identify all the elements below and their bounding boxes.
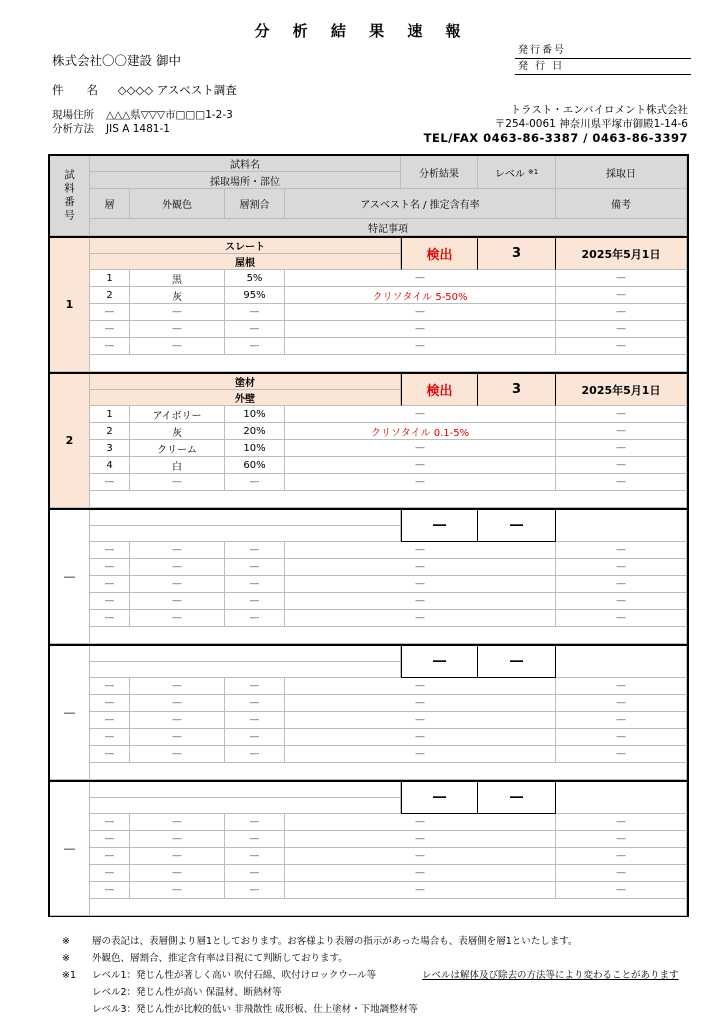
layer-asbestos: ― [285,457,556,474]
footnote-text: レベル3：発じん性が比較的低い 非飛散性 成形板、仕上塗材・下地調整材等 [92,1004,418,1015]
layer-asbestos: ― [285,695,556,712]
client-name: 株式会社〇〇建設 御中 [52,53,181,68]
layer-remarks: ― [556,287,687,304]
layer-asbestos: ― [285,831,556,848]
layer-number: ― [90,304,130,321]
layer-asbestos: クリソタイル 5-50% [285,287,556,304]
sample-date [556,646,687,678]
layer-ratio: 10% [225,406,285,423]
footnote-text: 外観色、層割合、推定含有率は目視にて判断しております。 [92,953,348,964]
layer-ratio: 95% [225,287,285,304]
sample-number: ― [50,782,90,916]
layer-ratio: ― [225,338,285,355]
layer-asbestos: ― [285,321,556,338]
layer-number: 1 [90,270,130,287]
sample-number: 1 [50,238,90,372]
header-level: レベル ※1 [478,156,556,189]
sample-number: ― [50,646,90,780]
sample-level: ― [478,782,556,814]
sample-location [90,662,401,678]
layer-asbestos: ― [285,576,556,593]
sample-name [90,646,401,662]
footnote-mark: ※1 [62,970,77,981]
layer-ratio: ― [225,593,285,610]
layer-color: ― [130,729,225,746]
sample-name [90,782,401,798]
layer-color: 灰 [130,287,225,304]
layer-color: ― [130,559,225,576]
company-info [424,103,688,145]
footnote-row [62,933,577,950]
layer-color: ― [130,712,225,729]
layer-remarks: ― [556,814,687,831]
layer-asbestos: ― [285,559,556,576]
layer-color: ― [130,814,225,831]
layer-ratio: ― [225,882,285,899]
layer-number: ― [90,678,130,695]
layer-asbestos: ― [285,270,556,287]
layer-ratio: 10% [225,440,285,457]
layer-number: ― [90,321,130,338]
issue-number-label: 発行番号 [515,43,691,59]
footnotes [62,933,679,1018]
layer-asbestos: ― [285,474,556,491]
footnote-text: 層の表記は、表層側より層1としております。お客様より表層の指示があった場合も、表層側を層1といたします。 [92,936,578,947]
layer-color: ― [130,474,225,491]
layer-asbestos: ― [285,610,556,627]
layer-asbestos: ― [285,865,556,882]
sample-level: ― [478,646,556,678]
layer-asbestos: ― [285,746,556,763]
layer-color: ― [130,593,225,610]
layer-asbestos: ― [285,406,556,423]
layer-number: ― [90,848,130,865]
layer-number: 2 [90,287,130,304]
layer-asbestos: ― [285,712,556,729]
layer-ratio: 60% [225,457,285,474]
sample-number: ― [50,510,90,644]
sample-date: 2025年5月1日 [556,238,687,270]
layer-color: ― [130,831,225,848]
layer-number: ― [90,610,130,627]
sample-date [556,510,687,542]
layer-number: ― [90,882,130,899]
page-title: 分 析 結 果 速 報 [254,22,470,40]
layer-asbestos: ― [285,848,556,865]
issue-date-label: 発 行 日 [515,59,691,75]
sample-date [556,782,687,814]
special-notes-row [90,899,687,916]
footnote-mark: ※ [62,953,70,964]
layer-asbestos: ― [285,729,556,746]
company-name: トラスト・エンバイロメント株式会社 [510,104,688,116]
special-notes-row [90,627,687,644]
layer-remarks: ― [556,542,687,559]
layer-number: ― [90,559,130,576]
layer-remarks: ― [556,865,687,882]
layer-asbestos: ― [285,593,556,610]
layer-asbestos: ― [285,814,556,831]
layer-ratio: ― [225,576,285,593]
layer-number: ― [90,712,130,729]
sample-result: 検出 [401,374,478,406]
layer-ratio: ― [225,746,285,763]
layer-color: ― [130,542,225,559]
sample-level: 3 [478,238,556,270]
layer-remarks: ― [556,576,687,593]
sample-name: 塗材 [90,374,401,390]
layer-number: ― [90,814,130,831]
layer-ratio: 5% [225,270,285,287]
layer-color: ― [130,678,225,695]
layer-color: アイボリー [130,406,225,423]
layer-color: クリーム [130,440,225,457]
special-notes-row [90,763,687,780]
subject-label: 件 名 [52,83,98,97]
sample-level: 3 [478,374,556,406]
layer-remarks: ― [556,406,687,423]
subject-line [52,82,237,98]
layer-remarks: ― [556,848,687,865]
layer-remarks: ― [556,712,687,729]
layer-remarks: ― [556,457,687,474]
layer-number: ― [90,593,130,610]
subject-value: ◇◇◇◇ アスベスト調査 [117,83,237,97]
layer-number: 2 [90,423,130,440]
layer-color: ― [130,610,225,627]
layer-asbestos: ― [285,678,556,695]
layer-number: 1 [90,406,130,423]
sample-result: 検出 [401,238,478,270]
method-value: JIS A 1481-1 [106,123,170,135]
sample-result: ― [401,510,478,542]
layer-ratio: ― [225,610,285,627]
layer-ratio: ― [225,542,285,559]
footnote-text: レベル1：発じん性が著しく高い 吹付石綿、吹付けロックウール等 [92,970,377,981]
sample-name [90,510,401,526]
special-notes-row [90,491,687,508]
layer-remarks: ― [556,338,687,355]
footnote-text: レベル2：発じん性が高い 保温材、断熱材等 [92,987,282,998]
sample-location [90,798,401,814]
header-remarks: 備考 [556,189,687,219]
layer-number: ― [90,338,130,355]
sample-number: 2 [50,374,90,508]
sample-name: スレート [90,238,401,254]
company-address: 〒254-0061 神奈川県平塚市御殿1-14-6 [494,118,688,130]
header-special: 特記事項 [90,219,687,236]
layer-number: ― [90,865,130,882]
site-value: △△△県▽▽▽市□□□1-2-3 [106,109,233,121]
header-sample-name: 試料名 [90,156,401,172]
layer-remarks: ― [556,321,687,338]
layer-number: ― [90,831,130,848]
layer-ratio: ― [225,712,285,729]
layer-remarks: ― [556,695,687,712]
layer-asbestos: ― [285,338,556,355]
layer-number: 3 [90,440,130,457]
layer-color: 白 [130,457,225,474]
layer-remarks: ― [556,474,687,491]
layer-color: ― [130,865,225,882]
layer-color: ― [130,576,225,593]
layer-number: ― [90,474,130,491]
layer-color: ― [130,746,225,763]
layer-remarks: ― [556,304,687,321]
layer-remarks: ― [556,559,687,576]
layer-remarks: ― [556,746,687,763]
layer-ratio: ― [225,559,285,576]
layer-remarks: ― [556,831,687,848]
layer-remarks: ― [556,729,687,746]
layer-asbestos: ― [285,304,556,321]
special-notes-row [90,355,687,372]
sample-level: ― [478,510,556,542]
header-appearance: 外観色 [130,189,225,219]
layer-color: 灰 [130,423,225,440]
footnote-mark: ※ [62,936,70,947]
header-ratio: 層割合 [225,189,285,219]
layer-color: 黒 [130,270,225,287]
footnote-level-remark: レベルは解体及び除去の方法等により変わることがあります [422,970,679,981]
layer-remarks: ― [556,423,687,440]
footnote-row [62,1001,577,1018]
site-info [52,108,233,136]
sample-location: 外壁 [90,390,401,406]
layer-number: ― [90,746,130,763]
sample-date: 2025年5月1日 [556,374,687,406]
layer-color: ― [130,695,225,712]
layer-remarks: ― [556,882,687,899]
layer-number: ― [90,542,130,559]
results-table [48,154,689,917]
header-asbestos: アスベスト名 / 推定含有率 [285,189,556,219]
layer-ratio: ― [225,865,285,882]
layer-remarks: ― [556,593,687,610]
layer-color: ― [130,321,225,338]
layer-ratio: ― [225,848,285,865]
layer-ratio: ― [225,321,285,338]
layer-ratio: ― [225,474,285,491]
layer-color: ― [130,882,225,899]
sample-location [90,526,401,542]
layer-color: ― [130,304,225,321]
layer-asbestos: ― [285,440,556,457]
site-label: 現場住所 [52,109,94,121]
header-result: 分析結果 [401,156,478,189]
layer-number: ― [90,576,130,593]
layer-ratio: ― [225,729,285,746]
layer-number: ― [90,695,130,712]
layer-color: ― [130,338,225,355]
layer-ratio: ― [225,304,285,321]
layer-remarks: ― [556,610,687,627]
layer-ratio: 20% [225,423,285,440]
layer-asbestos: クリソタイル 0.1-5% [285,423,556,440]
layer-ratio: ― [225,695,285,712]
layer-ratio: ― [225,814,285,831]
header-location: 採取場所・部位 [90,172,401,189]
sample-result: ― [401,646,478,678]
layer-number: 4 [90,457,130,474]
layer-remarks: ― [556,678,687,695]
footnote-row [62,984,577,1001]
sample-location: 屋根 [90,254,401,270]
layer-remarks: ― [556,270,687,287]
layer-number: ― [90,729,130,746]
footnote-row [62,950,577,967]
issue-info-box [515,43,691,75]
layer-ratio: ― [225,831,285,848]
layer-asbestos: ― [285,542,556,559]
layer-asbestos: ― [285,882,556,899]
header-layer: 層 [90,189,130,219]
header-date: 採取日 [556,156,687,189]
sample-result: ― [401,782,478,814]
layer-ratio: ― [225,678,285,695]
method-label: 分析方法 [52,123,94,135]
company-tel: TEL/FAX 0463-86-3387 / 0463-86-3397 [423,131,688,145]
layer-color: ― [130,848,225,865]
footnote-row [62,967,679,984]
header-sample-no: 試料番号 [50,156,90,236]
layer-remarks: ― [556,440,687,457]
